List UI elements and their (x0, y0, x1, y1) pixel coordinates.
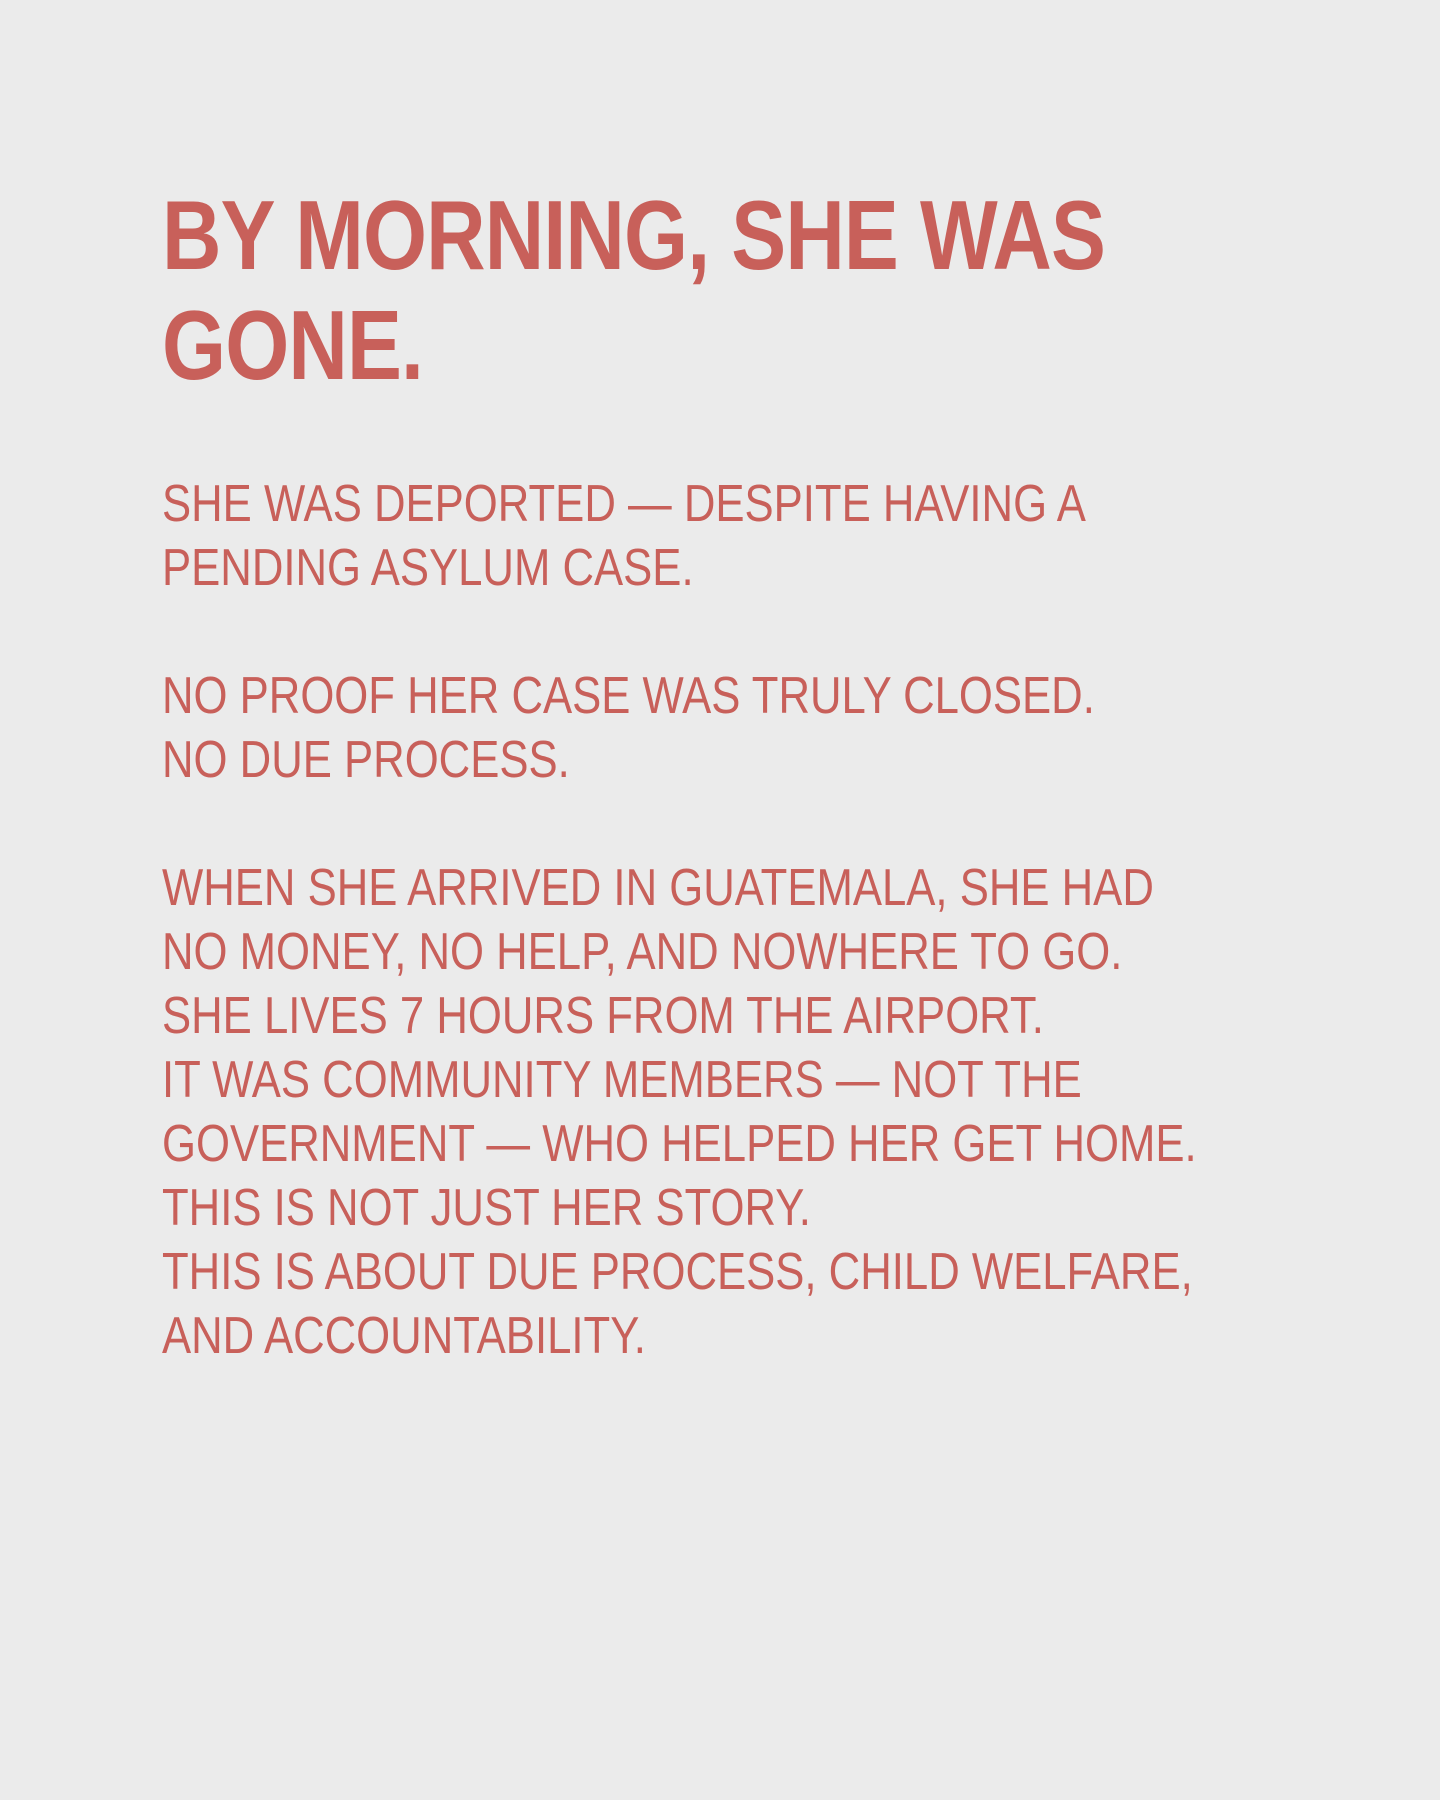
paragraph-deported (162, 472, 1204, 600)
paragraph-line: NO DUE PROCESS. (162, 731, 570, 789)
paragraph-line: SHE LIVES 7 HOURS FROM THE AIRPORT. (162, 987, 1044, 1045)
paragraph-line: NO MONEY, NO HELP, AND NOWHERE TO GO. (162, 923, 1123, 981)
paragraph-arrival (162, 856, 1204, 1368)
headline-line-2: GONE. (162, 290, 424, 400)
paragraph-no-proof (162, 664, 1204, 792)
paragraph-line: SHE WAS DEPORTED — DESPITE HAVING A (162, 475, 1086, 533)
paragraph-line: IT WAS COMMUNITY MEMBERS — NOT THE (162, 1051, 1082, 1109)
paragraph-line: WHEN SHE ARRIVED IN GUATEMALA, SHE HAD (162, 859, 1154, 917)
paragraph-line: GOVERNMENT — WHO HELPED HER GET HOME. (162, 1115, 1197, 1173)
headline-line-1: BY MORNING, SHE WAS (162, 180, 1106, 290)
paragraph-line: NO PROOF HER CASE WAS TRULY CLOSED. (162, 667, 1095, 725)
headline (162, 180, 1204, 400)
paragraph-line: THIS IS NOT JUST HER STORY. (162, 1179, 811, 1237)
paragraph-line: AND ACCOUNTABILITY. (162, 1307, 646, 1365)
story-slide (162, 180, 1302, 1365)
paragraph-line: THIS IS ABOUT DUE PROCESS, CHILD WELFARE, (162, 1243, 1193, 1301)
paragraph-line: PENDING ASYLUM CASE. (162, 539, 694, 597)
